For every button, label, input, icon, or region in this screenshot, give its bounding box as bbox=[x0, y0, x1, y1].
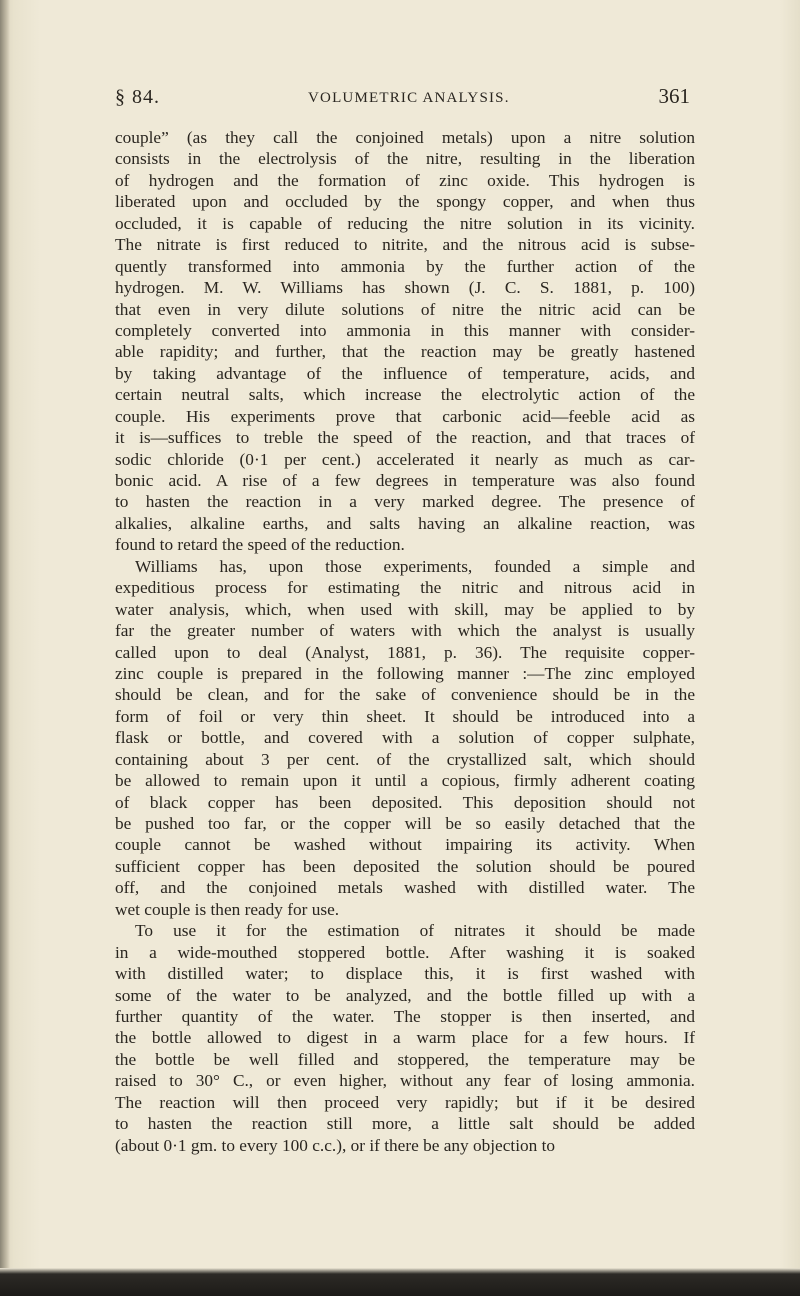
text-line: with distilled water; to displace this, it is first washed with bbox=[115, 964, 695, 984]
text-line: should be clean, and for the sake of convenience should be in the bbox=[115, 685, 695, 705]
text-line: The reaction will then proceed very rapidly; but if it be desired bbox=[115, 1092, 695, 1112]
text-line: found to retard the speed of the reduction. bbox=[115, 535, 405, 555]
text-line: the bottle allowed to digest in a warm place for a few hours. If bbox=[115, 1028, 695, 1048]
text-line: further quantity of the water. The stopper is then inserted, and bbox=[115, 1006, 695, 1026]
text-line: sodic chloride (0·1 per cent.) accelerated it nearly as much as car- bbox=[115, 449, 695, 469]
text-line: zinc couple is prepared in the following manner :—The zinc employed bbox=[115, 663, 695, 683]
text-line: raised to 30° C., or even higher, without any fear of losing ammonia. bbox=[115, 1071, 695, 1091]
text-line: of hydrogen and the formation of zinc oxide. This hydrogen is bbox=[115, 170, 695, 190]
text-line: able rapidity; and further, that the reaction may be greatly hastened bbox=[115, 342, 695, 362]
text-line: alkalies, alkaline earths, and salts having an alkaline reaction, was bbox=[115, 513, 695, 533]
running-title: VOLUMETRIC ANALYSIS. bbox=[308, 90, 510, 106]
text-line: (about 0·1 gm. to every 100 c.c.), or if there be any objection to bbox=[115, 1135, 556, 1155]
text-line: it is—suffices to treble the speed of the reaction, and that traces of bbox=[115, 428, 695, 448]
text-line: liberated upon and occluded by the spongy copper, and when thus bbox=[115, 192, 695, 212]
text-line: expeditious process for estimating the nitric and nitrous acid in bbox=[115, 578, 695, 598]
running-header bbox=[115, 80, 690, 110]
text-line: form of foil or very thin sheet. It should be introduced into a bbox=[115, 706, 695, 726]
text-line: some of the water to be analyzed, and the bottle filled up with a bbox=[115, 985, 695, 1005]
text-line: off, and the conjoined metals washed with distilled water. The bbox=[115, 878, 695, 898]
text-line: sufficient copper has been deposited the solution should be poured bbox=[115, 856, 695, 876]
text-line: Williams has, upon those experiments, founded a simple and bbox=[135, 556, 695, 576]
text-line: To use it for the estimation of nitrates it should be made bbox=[135, 921, 695, 941]
text-line: in a wide-mouthed stoppered bottle. After washing it is soaked bbox=[115, 942, 695, 962]
text-line: completely converted into ammonia in this manner with consider- bbox=[115, 320, 695, 340]
text-line: to hasten the reaction in a very marked degree. The presence of bbox=[115, 492, 695, 512]
text-line: of black copper has been deposited. This deposition should not bbox=[115, 792, 695, 812]
text-line: consists in the electrolysis of the nitre, resulting in the liberation bbox=[115, 149, 695, 169]
page-number: 361 bbox=[658, 84, 690, 108]
section-number: § 84. bbox=[115, 86, 160, 108]
text-line: certain neutral salts, which increase the electrolytic action of the bbox=[115, 385, 695, 405]
body-text bbox=[115, 127, 695, 1156]
text-line: water analysis, which, when used with skill, may be applied to by bbox=[115, 599, 695, 619]
text-line: occluded, it is capable of reducing the nitre solution in its vicinity. bbox=[115, 213, 695, 233]
text-line: that even in very dilute solutions of nitre the nitric acid can be bbox=[115, 299, 695, 319]
text-line: bonic acid. A rise of a few degrees in temperature was also found bbox=[115, 471, 695, 490]
text-line: wet couple is then ready for use. bbox=[115, 899, 340, 919]
text-line: containing about 3 per cent. of the crystallized salt, which should bbox=[115, 749, 695, 769]
text-line: to hasten the reaction still more, a little salt should be added bbox=[115, 1114, 695, 1134]
text-line: be pushed too far, or the copper will be so easily detached that the bbox=[115, 814, 695, 833]
text-line: The nitrate is first reduced to nitrite, and the nitrous acid is subse- bbox=[115, 235, 695, 255]
text-line: couple” (as they call the conjoined metals) upon a nitre solution bbox=[115, 128, 695, 147]
text-line: couple. His experiments prove that carbonic acid—feeble acid as bbox=[115, 406, 695, 426]
text-line: far the greater number of waters with which the analyst is usually bbox=[115, 621, 695, 641]
page-spine-shadow bbox=[0, 0, 10, 1296]
text-line: hydrogen. M. W. Williams has shown (J. C. S. 1881, p. 100) bbox=[115, 278, 695, 298]
text-line: be allowed to remain upon it until a copious, firmly adherent coating bbox=[115, 771, 695, 791]
text-line: called upon to deal (Analyst, 1881, p. 36). The requisite copper- bbox=[115, 642, 695, 662]
scan-bottom-edge bbox=[0, 1268, 800, 1296]
text-line: the bottle be well filled and stoppered, the temperature may be bbox=[115, 1049, 695, 1069]
text-line: couple cannot be washed without impairing its activity. When bbox=[115, 835, 695, 855]
text-line: by taking advantage of the influence of temperature, acids, and bbox=[115, 363, 695, 383]
text-line: quently transformed into ammonia by the further action of the bbox=[115, 256, 695, 276]
text-line: flask or bottle, and covered with a solution of copper sulphate, bbox=[115, 728, 695, 748]
